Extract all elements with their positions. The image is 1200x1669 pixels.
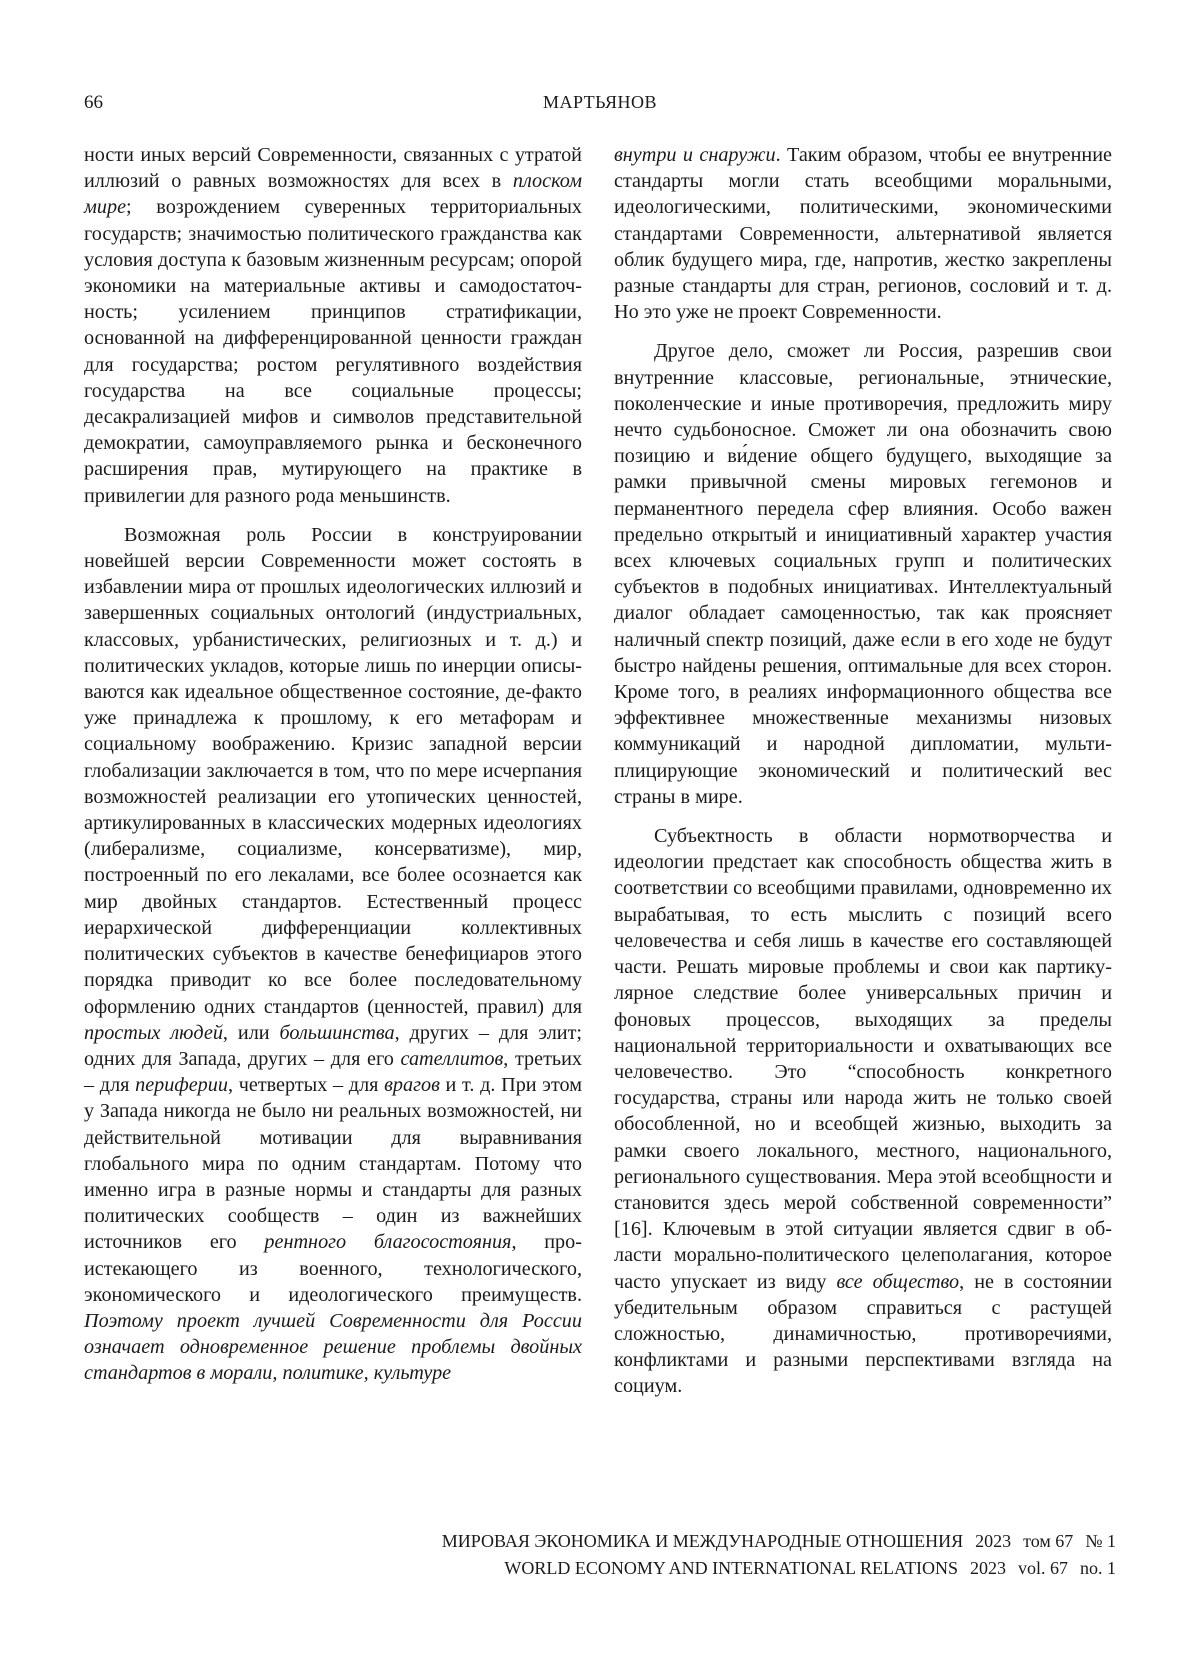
journal-title: МИРОВАЯ ЭКОНОМИКА И МЕЖДУНАРОДНЫЕ ОТНОШЕНИЯ [441,1531,964,1551]
running-title: МАРТЬЯНОВ [542,92,658,112]
italic-text: сателлитов [400,1047,504,1070]
paragraph [614,338,1112,810]
italic-text: большинства [279,1021,395,1044]
paragraph [614,142,1112,325]
journal-volume: vol. 67 [1017,1558,1068,1578]
body-text: , четвертых – для [227,1074,385,1097]
running-head [84,92,1116,122]
body-text: , или [222,1021,280,1044]
italic-text: врагов [384,1074,440,1097]
body-text: , третьих – для [84,1047,582,1097]
journal-issue: no. 1 [1080,1558,1116,1578]
paragraph [614,823,1112,1399]
paragraph [84,142,582,509]
italic-text: все общество [836,1270,960,1293]
journal-footer-ru [442,1531,1116,1552]
body-text: , проистекающего из военного, технологического, экономического и идеологического преимуществ. [84,1231,582,1306]
italic-text: Поэтому проект лучшей Современности для России означает одновременное решение проблемы двойных стандартов в морали, политике, культуре [84,1309,582,1385]
left-column [84,142,582,1400]
body-text: ; возрождением суверенных территориальных государств; значимостью политического гражданства как условия доступа к базовым жизненным ресурсам; опорой экономики на материальные активы и самодостаточность; усилением принципов стратификации, основанной на дифференцированной ценности граждан для государства; ростом регулятивного воздействия государства на все социальные процессы; десакрализацией мифов и символов представительной демократии, самоуправляемого рынка и бесконечного расширения прав, мутирующего на практике в привилегии для разного рода меньшинств. [84,196,582,507]
paragraph [84,522,582,1387]
italic-text: рентного благосостояния [264,1231,512,1254]
journal-year: 2023 [975,1531,1012,1551]
body-text: Субъектность в области нормотворчества и идеологии предстает как способность общества жить в соответствии со всеобщими правилами, одновременно их вырабатывая, то есть мыслить с позиций всего человечества и себя лишь в качестве его составляющей части. Решать мировые проблемы и свои как партикулярное следствие более универсальных причин и фоновых процессов, выходящих за пределы национальной территориальности и охватывающих все человечество. Это “способность конкретного государства, страны или народа жить не только своей обособленной, но и всеобщей жизнью, выходить за рамки своего локального, местного, национального, регионального существования. Мера этой всеобщности и становится здесь мерой собственной современности” [16]. Ключевым в этой ситуации является сдвиг в области морально-политического целеполагания, которое часто упускает из виду [614,825,1112,1293]
body-text: и т. д. При этом у Запада никогда не было ни реальных возможностей, ни действительной мотивации для выравнивания глобального мира по одним стандартам. Потому что именно игра в разные нормы и стандарты для разных политических сообществ – один из важнейших источников его [84,1074,582,1254]
italic-text: плоском мире [84,170,582,219]
body-text: , не в состоянии убедительным образом справиться с растущей сложностью, динамичностью, противоречиями, конфликтами и разными перспективами взгляда на социум. [614,1270,1113,1398]
italic-text: простых людей [84,1021,223,1044]
italic-text: периферии [135,1074,228,1097]
journal-footer-en [504,1558,1116,1579]
journal-volume: том 67 [1023,1531,1074,1551]
body-text: ности иных версий Современности, связанных с утратой иллюзий о равных возможностях для всех в [84,144,582,193]
journal-title: WORLD ECONOMY AND INTERNATIONAL RELATIONS [504,1558,958,1578]
body-text: . Таким образом, чтобы ее внутренние стандарты могли стать всеобщими моральными, идеологическими, политическими, экономическими стандартами Современности, альтернативой является облик будущего мира, где, напротив, жестко закреплены разные стандарты для стран, регионов, сословий и т. д. Но это уже не проект Современности. [614,144,1112,324]
journal-issue: № 1 [1085,1531,1116,1551]
body-text: Другое дело, сможет ли Россия, разрешив свои внутренние классовые, региональные, этнические, поколенческие и иные противоречия, предложить миру нечто судьбоносное. Сможет ли она обозначить свою позицию и ви́дение общего будущего, выходящие за рамки привычной смены мировых гегемонов и перманентного переделa сфер влияния. Особо важен предельно открытый и инициативный характер участия всех ключевых социальных групп и политических субъектов в подобных инициативах. Интеллектуальный диалог обладает самоценностью, так как проясняет наличный спектр позиций, даже если в его ходе не будут быстро найдены решения, оптимальные для всех сторон. Кроме того, в реалиях информационного общества все эффективнее множественные механизмы низовых коммуникаций и народной дипломатии, мультиплицирующие экономический и политический вес страны в мире. [614,340,1112,808]
right-column [614,142,1112,1413]
page-number: 66 [84,92,103,113]
body-text: Возможная роль России в конструировании новейшей версии Современности может состоять в избавлении мира от прошлых идеологических иллюзий и завершенных социальных онтологий (индустриальных, классовых, урбанистических, религиозных и т. д.) и политических укладов, которые лишь по инерции описываются как идеальное общественное состояние, де-факто уже принадлежа к прошлому, к его метафорам и социальному воображению. Кризис западной версии глобализации заключается в том, что по мере исчерпания возможностей реализации его утопических ценностей, артикулированных в классических модерных идеологиях (либерализме, социализме, консерватизме), мир, построенный по его лекалами, все более осознается как мир двойных стандартов. Естественный процесс иерархической дифференциации коллективных политических субъектов в качестве бенефициаров этого порядка приводит ко все более последовательному оформлению одних стандартов (ценностей, правил) для [84,523,582,1018]
body-text: , других – для элит; одних для Запада, других – для его [84,1021,582,1070]
italic-text: внутри и снаружи [614,144,776,166]
journal-year: 2023 [969,1558,1006,1578]
